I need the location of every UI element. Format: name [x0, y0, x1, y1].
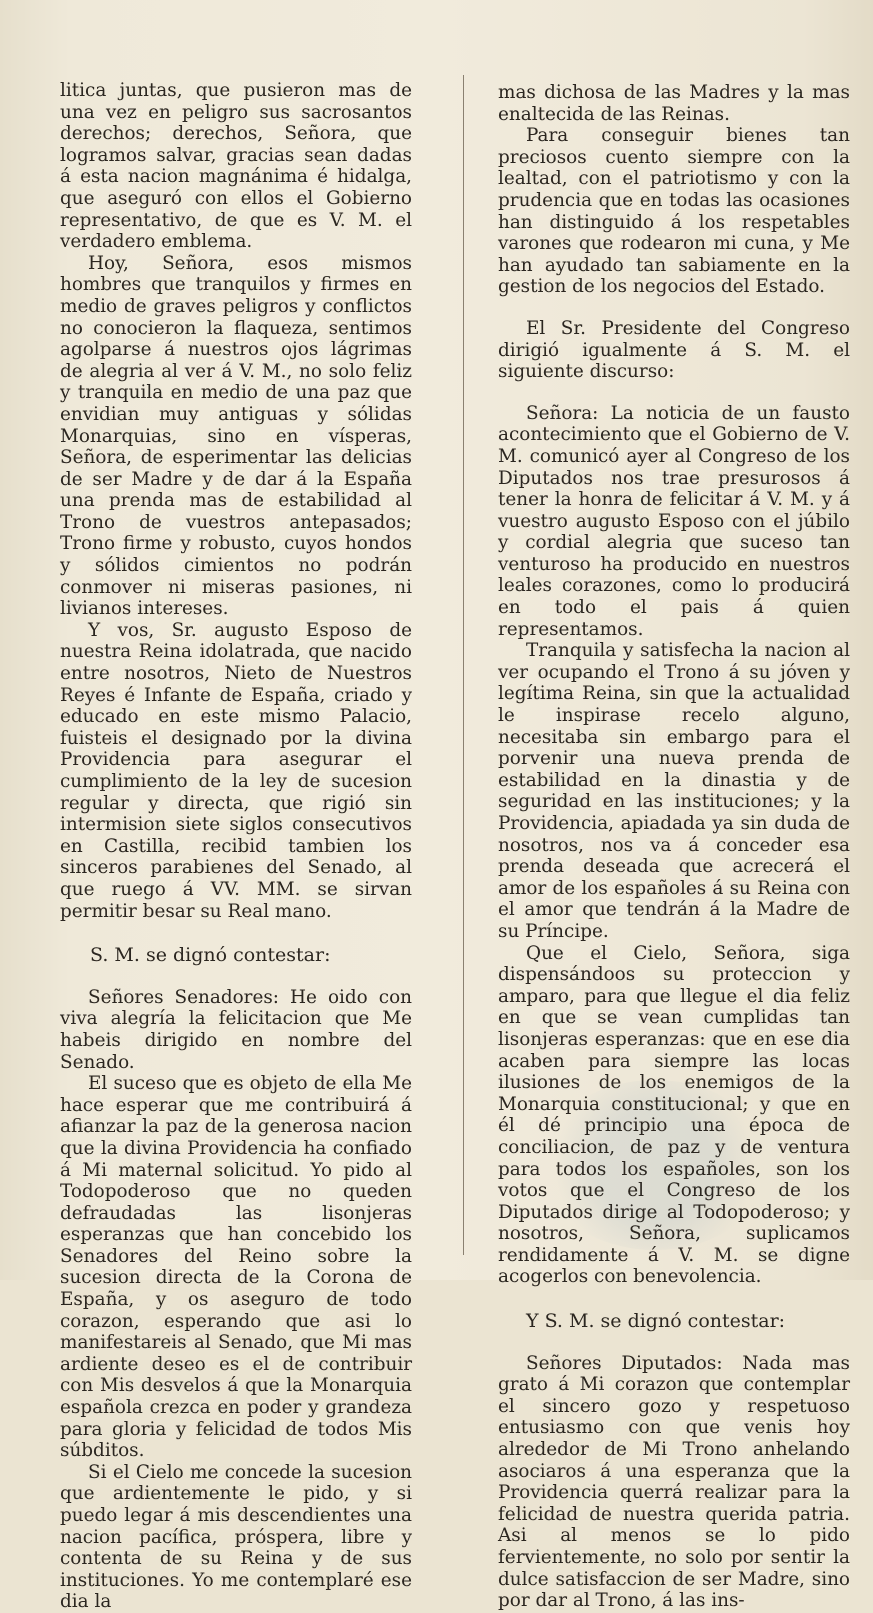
- paragraph: Señora: La noticia de un fausto acontecimiento que el Gobierno de V. M. comunicó ayer al Congreso de los Diputados nos trae presurosos á tener la honra de felicitar á V. M. y á vuestro augusto Esposo con el júbilo y cordial alegria que suceso tan venturoso ha producido en nuestros leales corazones, como lo producirá en todo el pais á quien representamos.: [498, 402, 850, 640]
- paragraph: Hoy, Señora, esos mismos hombres que tranquilos y firmes en medio de graves peligros y conflictos no conocieron la flaqueza, sentimos agolparse á nuestros ojos lágrimas de alegria al ver á V. M., no solo feliz y tranquila en medio de una paz que envidian muy antiguas y sólidas Monarquias, sino en vísperas, Señora, de esperimentar las delicias de ser Madre y de dar á la España una prenda mas de estabilidad al Trono de vuestros antepasados; Trono firme y robusto, cuyos hondos y sólidos cimientos no podrán conmover ni miseras pasiones, ni livianos intereses.: [60, 252, 412, 620]
- paragraph: El suceso que es objeto de ella Me hace esperar que me contribuirá á afianzar la paz de la generosa nacion que la divina Providencia ha confiado á Mi maternal solicitud. Yo pido al Todopoderoso que no queden defraudadas las lisonjeras esperanzas que han concebido los Senadores del Reino sobre la sucesion directa de la Corona de España, y os aseguro de todo corazon, esperando que asi lo manifestareis al Senado, que Mi mas ardiente deseo es el de contribuir con Mis desvelos á que la Monarquia española crezca en poder y grandeza para gloria y felicidad de todos Mis súbditos.: [60, 1073, 412, 1462]
- paragraph: Para conseguir bienes tan preciosos cuento siempre con la lealtad, con el patriotismo y con la prudencia que en todas las ocasiones han distinguido á los respetables varones que rodearon mi cuna, y Me han ayudado tan sabiamente en la gestion de los negocios del Estado.: [498, 125, 850, 298]
- left-column: [60, 80, 412, 1613]
- column-divider: [463, 75, 464, 1255]
- paragraph: Y vos, Sr. augusto Esposo de nuestra Reina idolatrada, que nacido entre nosotros, Nieto de Nuestros Reyes é Infante de España, criado y educado en este mismo Palacio, fuisteis el designado por la divina Providencia para asegurar el cumplimiento de la ley de sucesion regular y directa, que rigió sin intermision siete siglos consecutivos en Castilla, recibid tambien los sinceros parabienes del Senado, al que ruego á VV. MM. se sirvan permitir besar su Real mano.: [60, 619, 412, 922]
- section-heading: Y S. M. se dignó contestar:: [526, 1310, 786, 1333]
- right-column: [498, 82, 850, 1612]
- section-heading: S. M. se dignó contestar:: [90, 944, 331, 967]
- paragraph: Si el Cielo me concede la sucesion que ardientemente le pido, y si puedo legar á mis descendientes una nacion pacífica, próspera, libre y contenta de su Reina y de sus instituciones. Yo me contemplaré ese dia la: [60, 1461, 412, 1613]
- paragraph: Señores Senadores: He oido con viva alegría la felicitacion que Me habeis dirigido en nombre del Senado.: [60, 986, 412, 1073]
- paragraph: Tranquila y satisfecha la nacion al ver ocupando el Trono á su jóven y legítima Reina, sin que la actualidad le inspirase recelo alguno, necesitaba sin embargo para el porvenir una nueva prenda de estabilidad en la dinastia y de seguridad en las instituciones; y la Providencia, apiadada ya sin duda de nosotros, nos va á conceder esa prenda deseada que acrecerá el amor de los españoles á su Reina con el amor que tendrán á la Madre de su Príncipe.: [498, 640, 850, 942]
- paragraph: mas dichosa de las Madres y la mas enaltecida de las Reinas.: [498, 82, 850, 125]
- paragraph: Señores Diputados: Nada mas grato á Mi corazon que contemplar el sincero gozo y respetuoso entusiasmo con que venis hoy alrededor de Mi Trono anhelando asociaros á una esperanza que la Providencia querrá realizar para la felicidad de nuestra querida patria. Asi al menos se lo pido fervientemente, no solo por sentir la dulce satisfaccion de ser Madre, sino por dar al Trono, á las ins-: [498, 1352, 850, 1612]
- paragraph: El Sr. Presidente del Congreso dirigió igualmente á S. M. el siguiente discurso:: [498, 317, 850, 383]
- paragraph: Que el Cielo, Señora, siga dispensándoos su proteccion y amparo, para que llegue el dia feliz en que se vean cumplidas tan lisonjeras esperanzas: que en ese dia acaben para siempre las locas ilusiones de los enemigos de la Monarquia constitucional; y que en él dé principio una época de conciliacion, de paz y de ventura para todos los españoles, son los votos que el Congreso de los Diputados dirige al Todopoderoso; y nosotros, Señora, suplicamos rendidamente á V. M. se digne acogerlos con benevolencia.: [498, 942, 850, 1288]
- paragraph: litica juntas, que pusieron mas de una vez en peligro sus sacrosantos derechos; derechos, Señora, que logramos salvar, gracias sean dadas á esta nacion magnánima é hidalga, que aseguró con ellos el Gobierno representativo, de que es V. M. el verdadero emblema.: [60, 80, 412, 253]
